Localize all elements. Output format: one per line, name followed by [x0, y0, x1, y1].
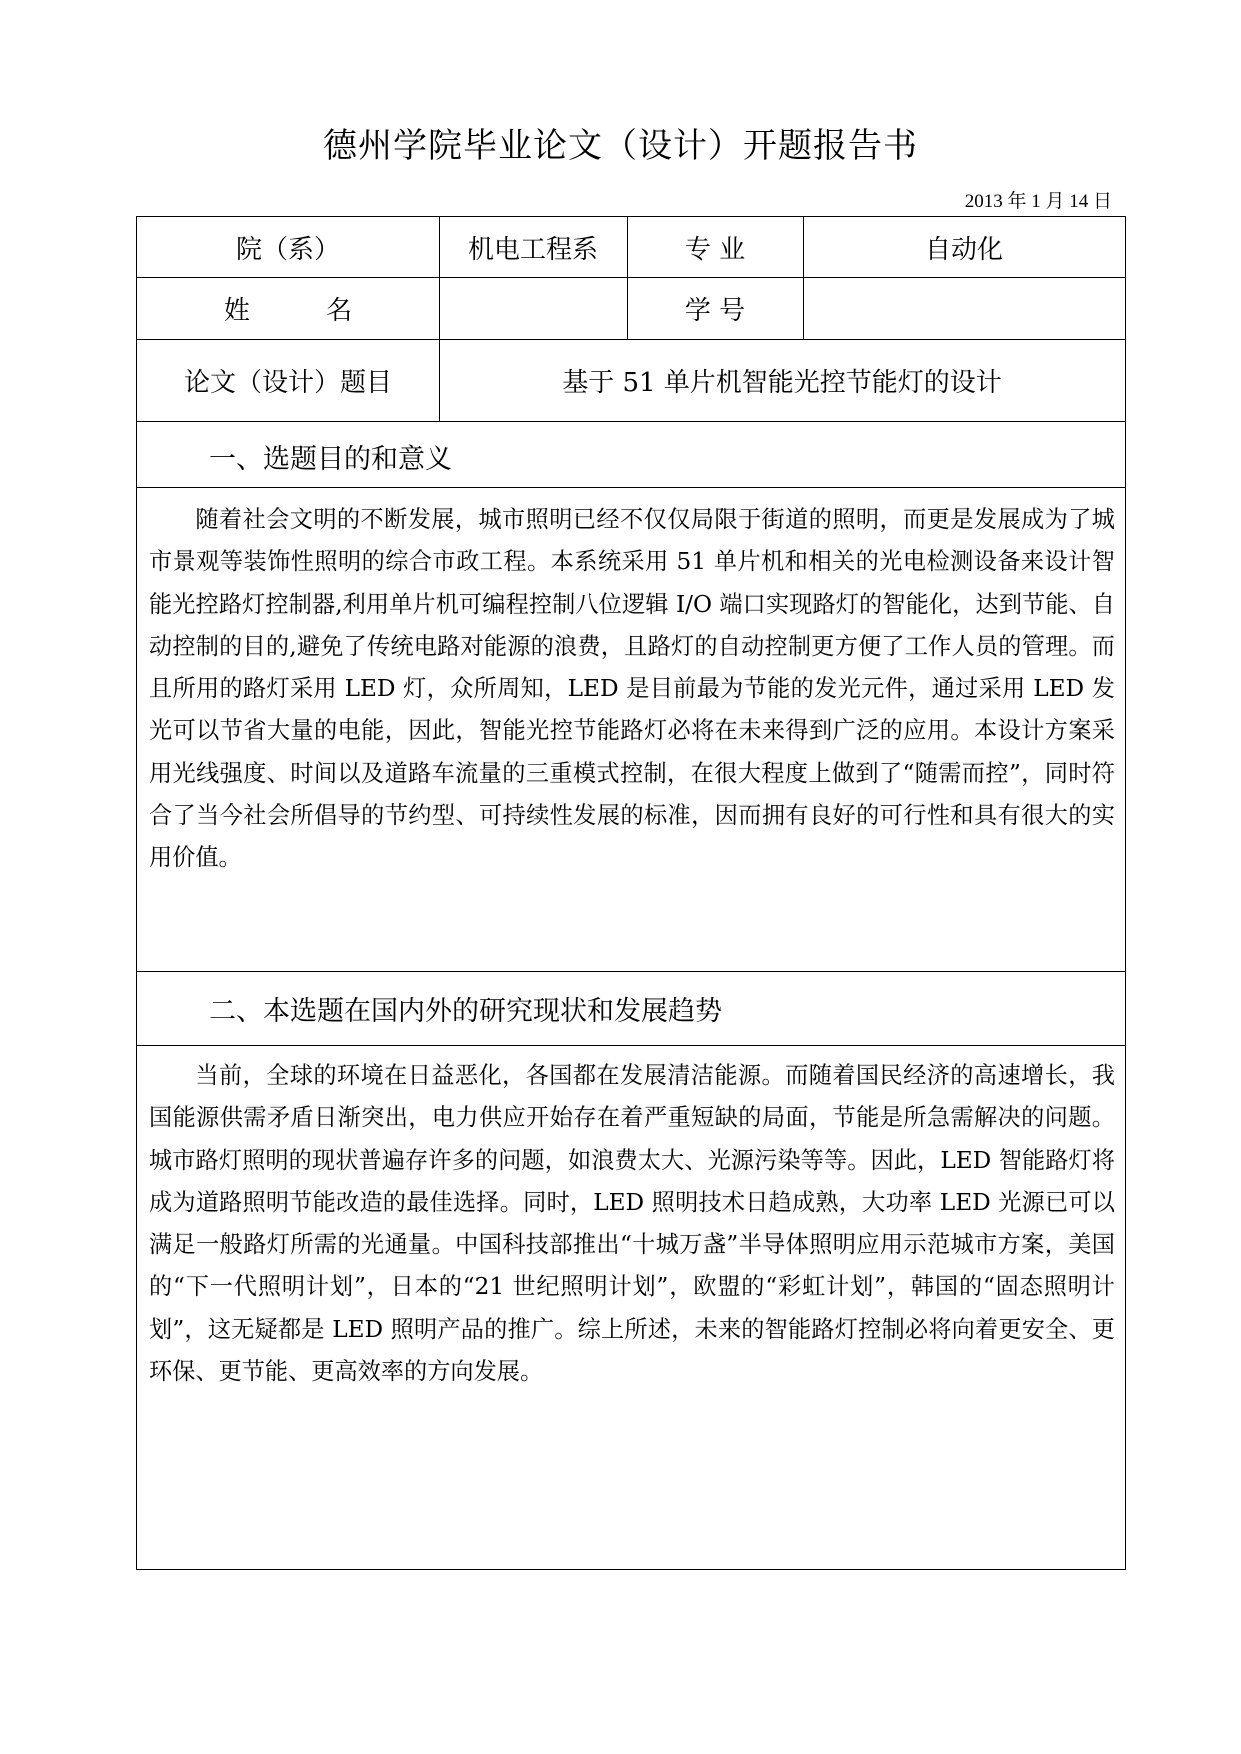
report-date: 2013 年 1 月 14 日 — [964, 191, 1112, 212]
topic-label: 论文（设计）题目 — [183, 367, 392, 398]
name-value — [439, 277, 627, 339]
row-divider — [137, 1045, 1125, 1046]
report-table — [136, 216, 1126, 1570]
row-divider — [137, 487, 1125, 488]
topic-value: 基于 51 单片机智能光控节能灯的设计 — [562, 367, 1002, 398]
section-body-purpose: 随着社会文明的不断发展，城市照明已经不仅仅局限于街道的照明，而更是发展成为了城市景观等装饰性照明的综合市政工程。本系统采用 51 单片机和相关的光电检测设备来设计智能光控路灯控制器,利用单片机可编程控制八位逻辑 I/O 端口实现路灯的智能化，达到节能、自动控制的目的,避免了传统电路对能源的浪费，且路灯的自动控制更方便了工作人员的管理。而且所用的路灯采用 LED 灯，众所周知，LED 是目前最为节能的发光元件，通过采用 LED 发光可以节省大量的电能，因此，智能光控节能路灯必将在未来得到广泛的应用。本设计方案采用光线强度、时间以及道路车流量的三重模式控制，在很大程度上做到了“随需而控”，同时符合了当今社会所倡导的节约型、可持续性发展的标准，因而拥有良好的可行性和具有很大的实用价值。 — [149, 506, 1115, 872]
name-label: 姓 名 — [223, 295, 387, 326]
dept-label: 院（系） — [235, 234, 340, 265]
section-heading-research-status: 二、本选题在国内外的研究现状和发展趋势 — [209, 996, 722, 1027]
section-body-research-status: 当前，全球的环境在日益恶化，各国都在发展清洁能源。而随着国民经济的高速增长，我国能源供需矛盾日渐突出，电力供应开始存在着严重短缺的局面，节能是所急需解决的问题。城市路灯照明的现状普遍存许多的问题，如浪费太大、光源污染等等。因此，LED 智能路灯将成为道路照明节能改造的最佳选择。同时，LED 照明技术日趋成熟，大功率 LED 光源已可以满足一般路灯所需的光通量。中国科技部推出“十城万盏”半导体照明应用示范城市方案，美国的“下一代照明计划”，日本的“21 世纪照明计划”，欧盟的“彩虹计划”，韩国的“固态照明计划”，这无疑都是 LED 照明产品的推广。综上所述，未来的智能路灯控制必将向着更安全、更环保、更节能、更高效率的方向发展。 — [149, 1062, 1115, 1386]
document-title: 德州学院毕业论文（设计）开题报告书 — [323, 126, 918, 166]
student-id-value — [803, 277, 1125, 339]
major-label: 专 业 — [684, 234, 746, 265]
row-divider — [137, 421, 1125, 422]
major-value: 自动化 — [924, 234, 1003, 265]
section-heading-purpose: 一、选题目的和意义 — [209, 444, 452, 475]
row-divider — [137, 971, 1125, 972]
student-id-label: 学 号 — [684, 295, 746, 326]
dept-value: 机电工程系 — [467, 234, 598, 265]
